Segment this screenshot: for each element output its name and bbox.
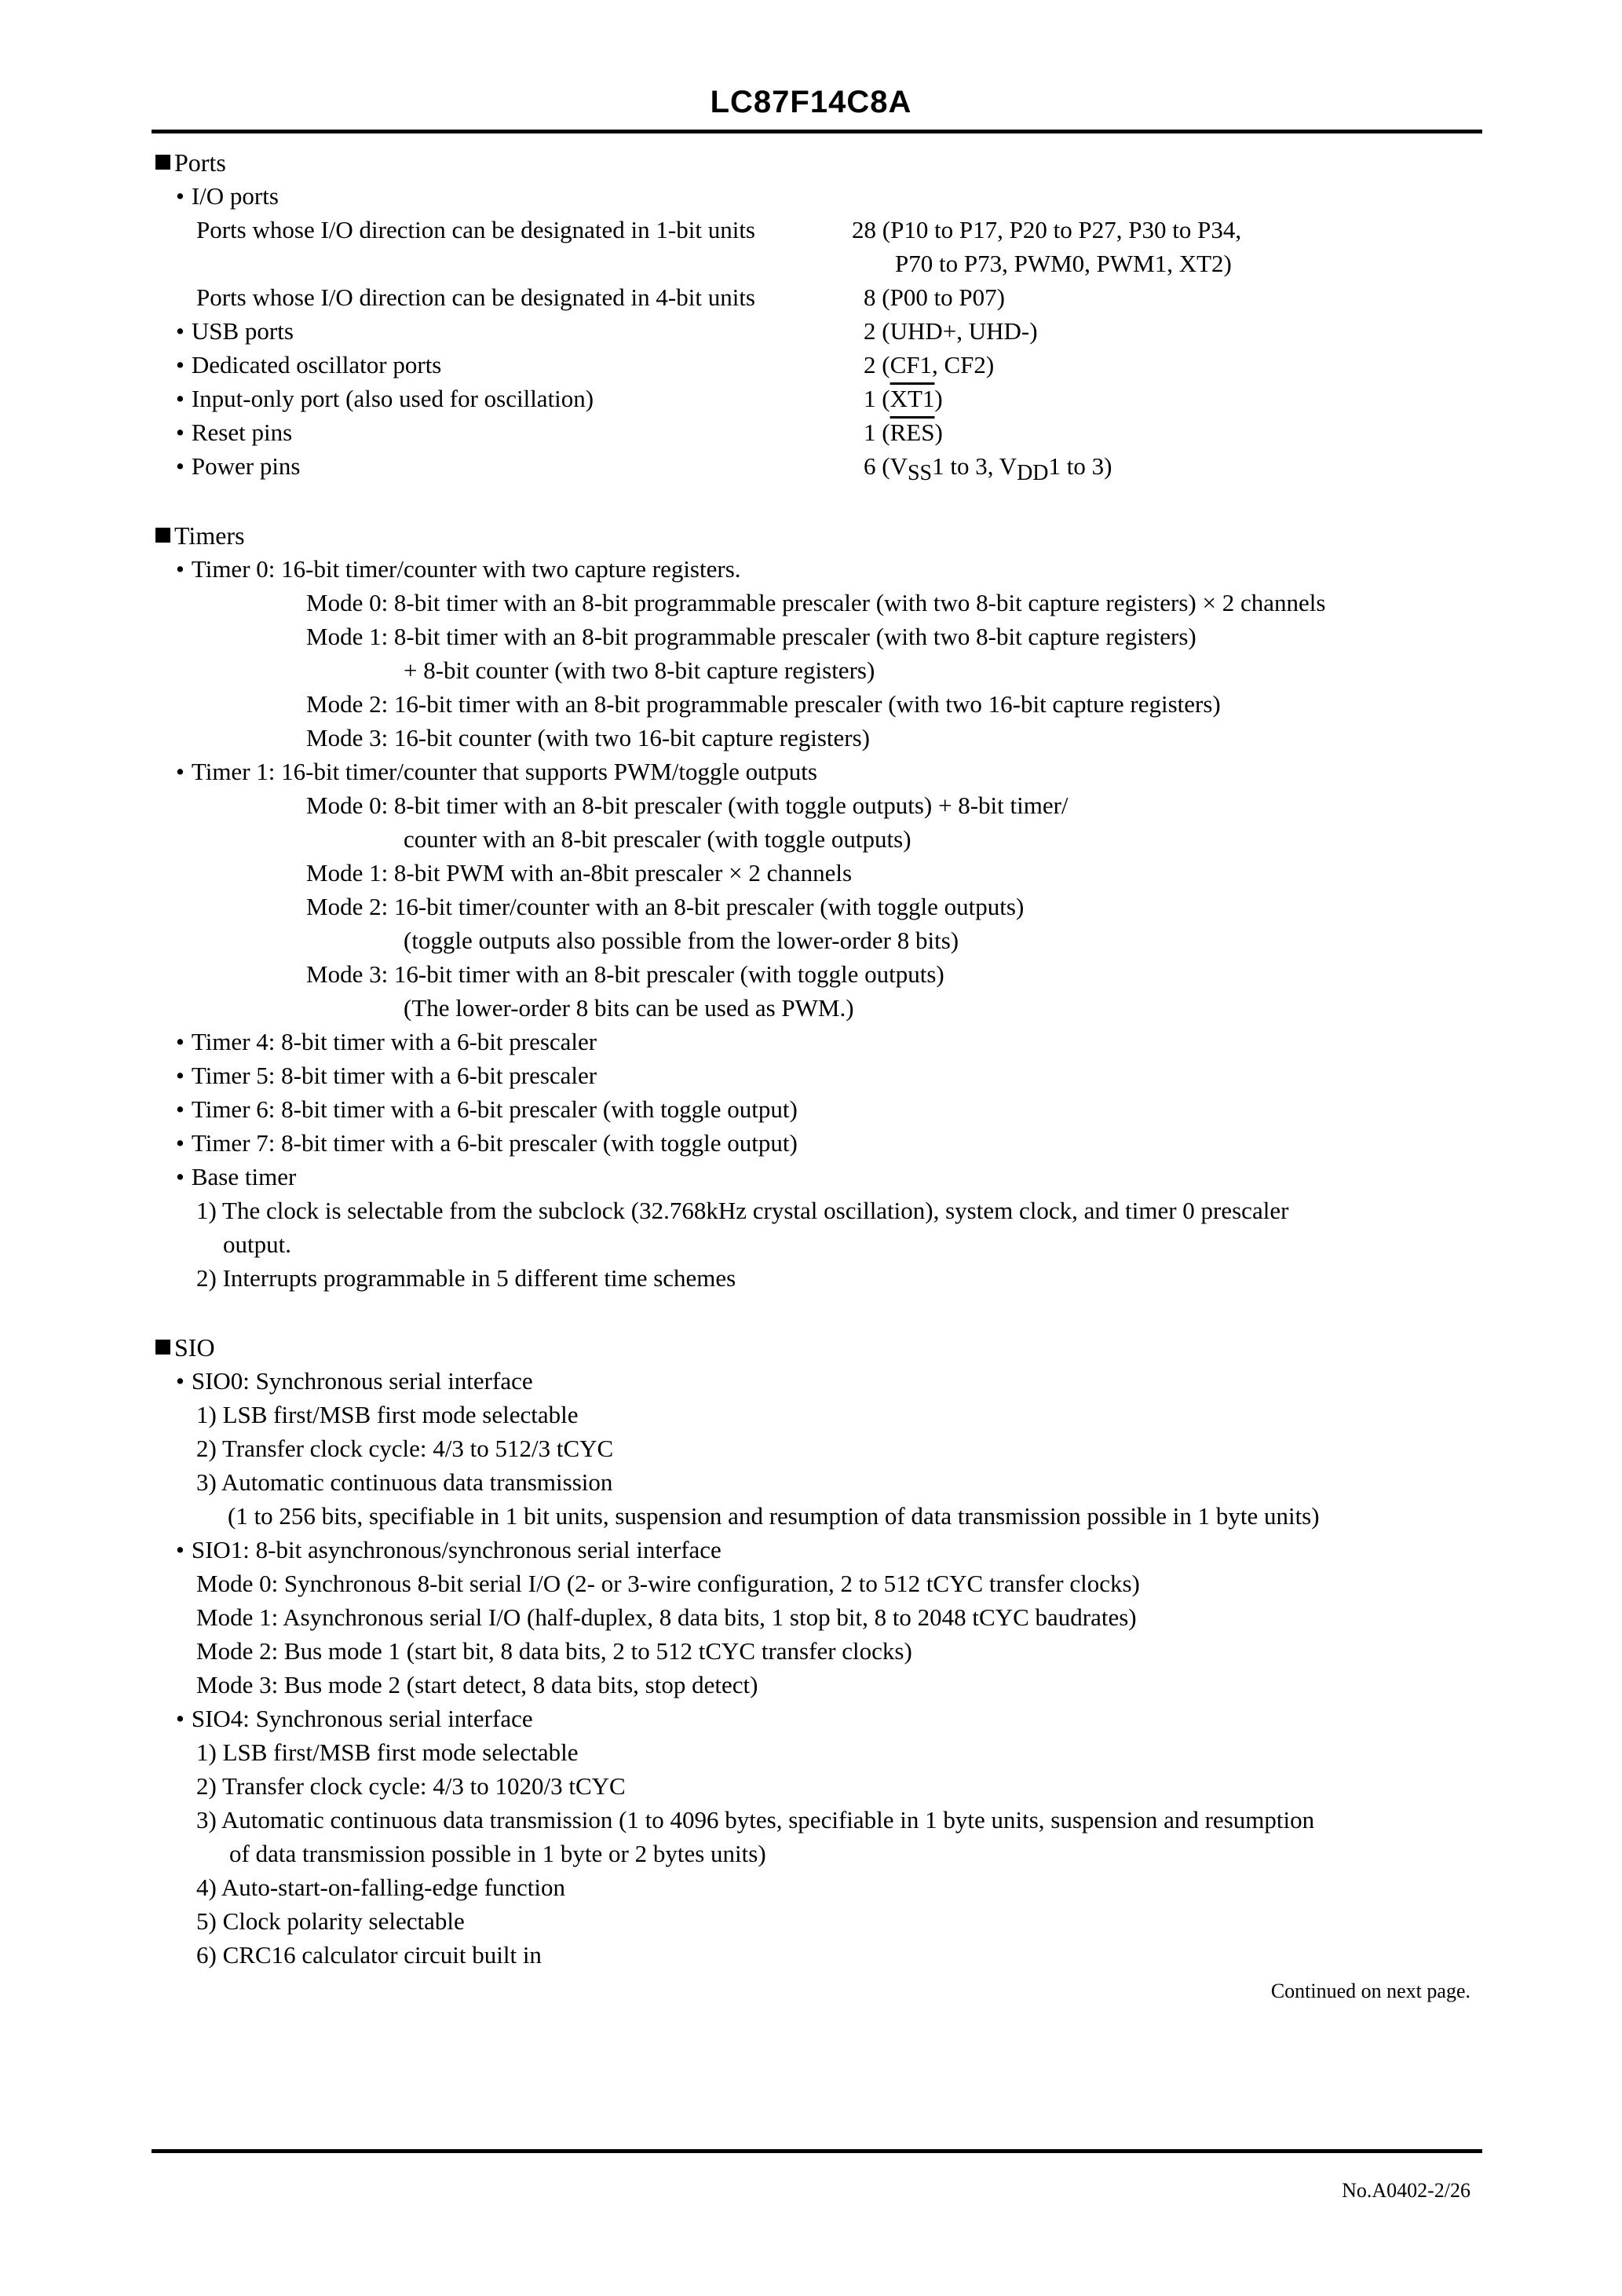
port-label: • USB ports (176, 317, 294, 345)
timer-item: • Timer 4: 8-bit timer with a 6-bit prescaler (176, 1028, 597, 1056)
page-number: No.A0402-2/26 (1342, 2179, 1470, 2202)
sio-feature: 1) LSB first/MSB first mode selectable (196, 1738, 579, 1766)
sio-item: • SIO1: 8-bit asynchronous/synchronous serial interface (176, 1536, 721, 1564)
port-label: Ports whose I/O direction can be designated in 1-bit units (196, 216, 756, 243)
timer-mode-cont: (The lower-order 8 bits can be used as PWM.) (404, 994, 854, 1022)
port-value: 8 (P00 to P07) (864, 283, 1005, 311)
square-bullet-icon (155, 528, 170, 543)
timer-item: • Timer 5: 8-bit timer with a 6-bit prescaler (176, 1062, 597, 1090)
timer-mode: Mode 3: 16-bit counter (with two 16-bit capture registers) (306, 724, 870, 751)
document-title: LC87F14C8A (710, 85, 912, 119)
sio-feature: 6) CRC16 calculator circuit built in (196, 1941, 542, 1969)
port-label: • Reset pins (176, 419, 292, 447)
timer-mode-cont: + 8-bit counter (with two 8-bit capture registers) (404, 656, 875, 684)
section-sio: SIO (155, 1333, 215, 1362)
sio-feature: 2) Transfer clock cycle: 4/3 to 1020/3 tCYC (196, 1772, 626, 1800)
timer-mode: Mode 2: 16-bit timer/counter with an 8-bit prescaler (with toggle outputs) (306, 893, 1025, 920)
sio-mode: Mode 3: Bus mode 2 (start detect, 8 data bits, stop detect) (196, 1671, 758, 1698)
sio-feature: 2) Transfer clock cycle: 4/3 to 512/3 tCYC (196, 1435, 614, 1462)
port-value: 2 (CF1, CF2) (864, 351, 995, 378)
timer-item: • Timer 6: 8-bit timer with a 6-bit prescaler (with toggle output) (176, 1095, 798, 1124)
sio-feature: 1) LSB first/MSB first mode selectable (196, 1401, 579, 1428)
base-timer-note: 1) The clock is selectable from the subclock (32.768kHz crystal oscillation), system clock, and timer 0 prescaler (196, 1197, 1289, 1224)
base-timer-note: 2) Interrupts programmable in 5 different time schemes (196, 1264, 736, 1292)
sio-feature-cont: (1 to 256 bits, specifiable in 1 bit units, suspension and resumption of data transmission possible in 1 byte units) (228, 1502, 1320, 1530)
square-bullet-icon (155, 155, 170, 170)
section-timers: Timers (155, 521, 245, 550)
footer-rule (152, 2149, 1482, 2153)
port-label: • Power pins (176, 452, 301, 481)
port-value: 6 ($V_{SS}1$ to 3, $V_{DD}1$ to 3) (864, 452, 1112, 485)
sio-item: • SIO0: Synchronous serial interface (176, 1367, 533, 1395)
port-value: 1 (XT1) (864, 385, 943, 412)
section-ports: Ports (155, 148, 226, 177)
timer-mode: Mode 0: 8-bit timer with an 8-bit programmable prescaler (with two 8-bit capture registers) × 2 channels (306, 589, 1326, 616)
port-label: Ports whose I/O direction can be designated in 4-bit units (196, 283, 756, 311)
port-label: • Input-only port (also used for oscillation) (176, 385, 594, 413)
timer-mode-cont: counter with an 8-bit prescaler (with toggle outputs) (404, 825, 911, 853)
sio-feature: 3) Automatic continuous data transmission (196, 1468, 613, 1496)
base-timer-note-cont: output. (223, 1230, 291, 1258)
timer-mode: Mode 0: 8-bit timer with an 8-bit prescaler (with toggle outputs) + 8-bit timer/ (306, 792, 1069, 819)
continued-note: Continued on next page. (1270, 1980, 1470, 2002)
port-value: 2 (UHD+, UHD-) (864, 317, 1038, 345)
square-bullet-icon (155, 1340, 170, 1355)
timer-mode: Mode 3: 16-bit timer with an 8-bit prescaler (with toggle outputs) (306, 960, 944, 988)
port-label: • Dedicated oscillator ports (176, 351, 441, 379)
timer-item: • Timer 1: 16-bit timer/counter that supports PWM/toggle outputs (176, 758, 817, 786)
port-value: 28 (P10 to P17, P20 to P27, P30 to P34, (852, 216, 1242, 243)
sio-feature: 5) Clock polarity selectable (196, 1907, 465, 1935)
timer-item: • Timer 0: 16-bit timer/counter with two capture registers. (176, 555, 741, 583)
sio-item: • SIO4: Synchronous serial interface (176, 1705, 533, 1733)
port-value-cont: P70 to P73, PWM0, PWM1, XT2) (895, 250, 1232, 277)
timer-mode: Mode 2: 16-bit timer with an 8-bit programmable prescaler (with two 16-bit capture registers) (306, 690, 1221, 718)
timer-mode-cont: (toggle outputs also possible from the lower-order 8 bits) (404, 927, 959, 954)
sio-mode: Mode 0: Synchronous 8-bit serial I/O (2- or 3-wire configuration, 2 to 512 tCYC transfer clocks) (196, 1570, 1140, 1597)
sio-mode: Mode 2: Bus mode 1 (start bit, 8 data bits, 2 to 512 tCYC transfer clocks) (196, 1637, 912, 1665)
io-ports-item: • I/O ports (176, 182, 279, 210)
sio-feature: 3) Automatic continuous data transmission (1 to 4096 bytes, specifiable in 1 byte units, suspension and resumption (196, 1806, 1315, 1834)
timer-mode: Mode 1: 8-bit PWM with an-8bit prescaler × 2 channels (306, 859, 853, 887)
header-rule (152, 130, 1482, 133)
sio-mode: Mode 1: Asynchronous serial I/O (half-duplex, 8 data bits, 1 stop bit, 8 to 2048 tCYC baudrates) (196, 1603, 1137, 1631)
port-value: 1 $(\overline{RES})$ (864, 419, 943, 446)
timer-item: • Base timer (176, 1163, 296, 1191)
timer-item: • Timer 7: 8-bit timer with a 6-bit prescaler (with toggle output) (176, 1129, 798, 1157)
sio-feature: 4) Auto-start-on-falling-edge function (196, 1874, 566, 1901)
timer-mode: Mode 1: 8-bit timer with an 8-bit programmable prescaler (with two 8-bit capture registers) (306, 623, 1196, 650)
sio-feature-cont: of data transmission possible in 1 byte or 2 bytes units) (229, 1840, 766, 1867)
